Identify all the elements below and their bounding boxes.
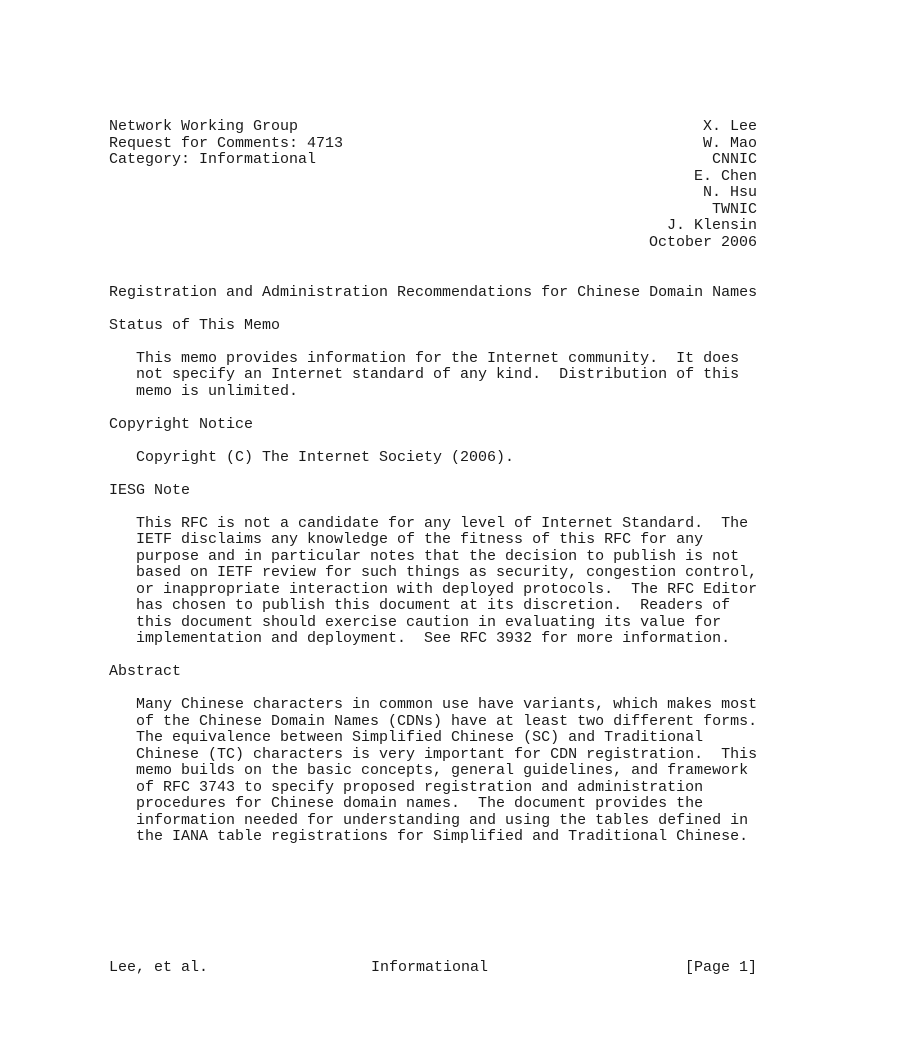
header-organization: CNNIC — [711, 151, 757, 168]
header-working-group: Network Working Group — [109, 118, 299, 135]
paragraph-line: memo is unlimited. — [136, 382, 299, 400]
paragraph-line: of the Chinese Domain Names (CDNs) have at least two different forms. — [136, 712, 758, 730]
paragraph-line: IETF disclaims any knowledge of the fitness of this RFC for any — [136, 531, 704, 548]
paragraph-line: implementation and deployment. See RFC 3932 for more information. — [136, 630, 731, 647]
header-category: Category: Informational — [109, 151, 317, 168]
paragraph-line: Copyright (C) The Internet Society (2006). — [136, 448, 515, 466]
paragraph-line: procedures for Chinese domain names. The document provides the — [136, 795, 704, 812]
section-heading-iesg: IESG Note — [109, 481, 191, 499]
paragraph-line: this document should exercise caution in evaluating its value for — [136, 613, 722, 631]
footer-page-number: [Page 1] — [684, 959, 757, 976]
paragraph-line: based on IETF review for such things as security, congestion control, — [136, 564, 758, 581]
section-heading-abstract: Abstract — [109, 663, 182, 680]
paragraph-line: This memo provides information for the Internet community. It does — [136, 349, 740, 367]
header-author: J. Klensin — [666, 217, 757, 234]
paragraph-line: purpose and in particular notes that the decision to publish is not — [136, 547, 740, 565]
paragraph-line: of RFC 3743 to specify proposed registration and administration — [136, 778, 704, 796]
header-organization: TWNIC — [711, 200, 757, 218]
paragraph-line: not specify an Internet standard of any kind. Distribution of this — [136, 366, 740, 383]
paragraph-line: The equivalence between Simplified Chinese (SC) and Traditional — [136, 729, 704, 746]
section-heading-copyright: Copyright Notice — [109, 415, 254, 433]
header-author: E. Chen — [693, 167, 757, 185]
paragraph-line: or inappropriate interaction with deployed protocols. The RFC Editor — [136, 580, 758, 598]
paragraph-line: Many Chinese characters in common use have variants, which makes most — [136, 696, 758, 713]
footer-authors: Lee, et al. — [109, 959, 209, 976]
header-rfc-number: Request for Comments: 4713 — [109, 134, 344, 152]
document-title: Registration and Administration Recommendations for Chinese Domain Names — [109, 283, 758, 301]
paragraph-line: the IANA table registrations for Simplified and Traditional Chinese. — [136, 828, 749, 845]
paragraph-line: Chinese (TC) characters is very important for CDN registration. This — [136, 745, 758, 763]
footer-category: Informational — [371, 959, 489, 976]
header-author: W. Mao — [702, 134, 757, 152]
paragraph-line: memo builds on the basic concepts, general guidelines, and framework — [136, 762, 749, 779]
paragraph-line: information needed for understanding and using the tables defined in — [136, 811, 749, 829]
section-heading-status: Status of This Memo — [109, 316, 281, 334]
header-author: X. Lee — [702, 118, 757, 135]
header-date: October 2006 — [648, 233, 757, 251]
paragraph-line: This RFC is not a candidate for any level of Internet Standard. The — [136, 514, 749, 532]
paragraph-line: has chosen to publish this document at its discretion. Readers of — [136, 597, 731, 614]
header-author: N. Hsu — [702, 184, 757, 201]
